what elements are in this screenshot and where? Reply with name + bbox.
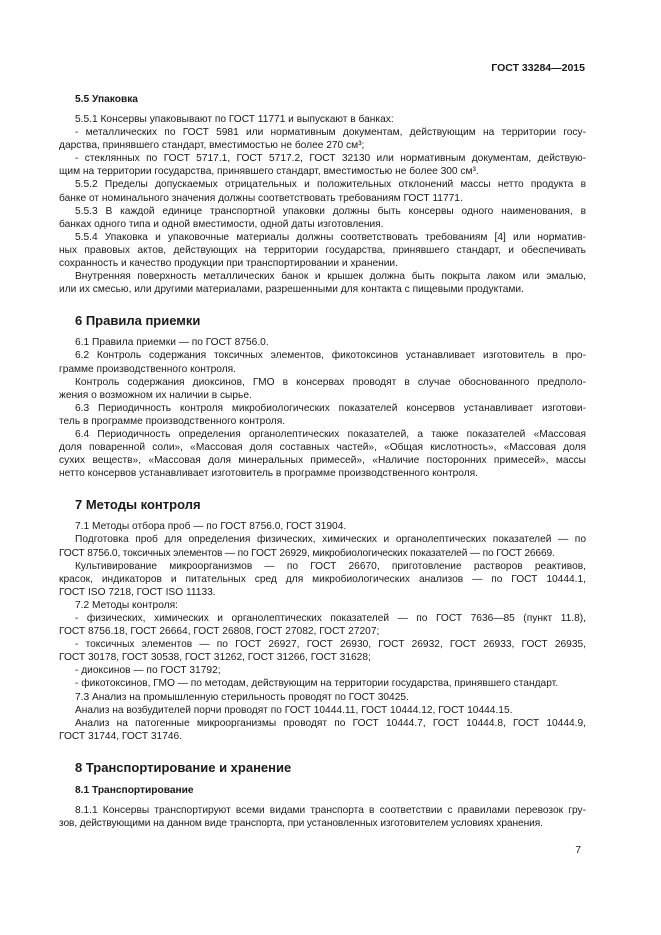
paragraph-6-1: 6.1 Правила приемки — по ГОСТ 8756.0. <box>75 337 269 349</box>
paragraph-8-1-1: 8.1.1 Консервы транспортируют всеми видами транспорта в соответствии с правилами перевозок гру- зов, действующими на данном виде транспорта, при установленных изготовителем условиях хранения. <box>59 804 586 830</box>
paragraph-dioxins-method: - диоксинов — по ГОСТ 31792; <box>75 665 221 677</box>
paragraph-dioxins: Контроль содержания диоксинов, ГМО в консервах проводят в случае обоснованного предполо- жения о возможном их наличии в сырье. <box>59 376 586 401</box>
paragraph-6-4: 6.4 Периодичность определения органолептических показателей, а также показателей «Массовая доля поваренной соли», «Массовая доля составных частей», «Общая кислотность», «Массовая доля сухих веществ», «Массовая доля минеральных примесей», «Наличие посторонних примесей», массы нетто консервов устанавливает изготовитель в программе производственного контроля. <box>59 428 586 480</box>
paragraph-cultivation: Культивирование микроорганизмов — по ГОСТ 26670, приготовление растворов реактивов, красок, индикаторов и питательных сред для микробиологических анализов — по ГОСТ 10444.1, ГОСТ ISO 7218, ГОСТ ISO 11133. <box>59 560 586 598</box>
paragraph-7-2: 7.2 Методы контроля: <box>75 599 178 611</box>
paragraph-pathogens: Анализ на патогенные микроорганизмы проводят по ГОСТ 10444.7, ГОСТ 10444.8, ГОСТ 10444.9, ГОСТ 31744, ГОСТ 31746. <box>59 717 586 742</box>
paragraph-5-5-1: 5.5.1 Консервы упаковывают по ГОСТ 11771 и выпускают в банках: <box>75 114 394 125</box>
paragraph-metal-cans: - металлических по ГОСТ 5981 или нормативным документам, действующим на территории госу- дарства, принявшего стандарт, вместимостью не более 270 см³; <box>59 127 586 152</box>
paragraph-5-5-3: 5.5.3 В каждой единице транспортной упаковки должны быть консервы одного наименования, в банках одного типа и одной вместимости, одной даты изготовления. <box>59 205 586 230</box>
subsection-8-1-title: 8.1 Транспортирование <box>75 784 194 796</box>
paragraph-spoilage: Анализ на возбудителей порчи проводят по ГОСТ 10444.11, ГОСТ 10444.12, ГОСТ 10444.15. <box>75 704 513 716</box>
section-7-title: 7 Методы контроля <box>75 497 201 513</box>
section-6-title: 6 Правила приемки <box>75 313 201 329</box>
document-body <box>59 88 586 830</box>
paragraph-inner-surface: Внутренняя поверхность металлических банок и крышек должна быть покрыта лаком или эмалью, или их смесью, или другими материалами, разрешенными для контакта с пищевыми продуктами. <box>59 271 586 296</box>
paragraph-phycotoxins-method: - фикотоксинов, ГМО — по методам, действующим на территории государства, принявшего стандарт. <box>75 678 559 690</box>
paragraph-7-3: 7.3 Анализ на промышленную стерильность проводят по ГОСТ 30425. <box>75 691 409 703</box>
paragraph-5-5-4: 5.5.4 Упаковка и упаковочные материалы должны соответствовать требованиям [4] или норматив- ных правовых актов, действующих на территории государства, принявшего стандарт, и обеспечивать сохранность и качество продукции при транспортировании и хранении. <box>59 231 586 270</box>
paragraph-5-5-2: 5.5.2 Пределы допускаемых отрицательных и положительных отклонений массы нетто продукта в банке от номинального значения должны соответствовать требованиям ГОСТ 11771. <box>59 179 586 204</box>
page-number: 7 <box>575 845 581 856</box>
section-8-title: 8 Транспортирование и хранение <box>75 759 292 775</box>
paragraph-physical-methods: - физических, химических и органолептических показателей — по ГОСТ 7636—85 (пункт 11.8), ГОСТ 8756.18, ГОСТ 26664, ГОСТ 26808, ГОСТ 27082, ГОСТ 27207; <box>59 613 586 638</box>
document-id: ГОСТ 33284—2015 <box>491 62 585 74</box>
paragraph-toxic-elements: - токсичных элементов — по ГОСТ 26927, ГОСТ 26930, ГОСТ 26932, ГОСТ 26933, ГОСТ 26935, ГОСТ 30178, ГОСТ 30538, ГОСТ 31262, ГОСТ 31266, ГОСТ 31628; <box>59 639 586 664</box>
subsection-5-5-title: 5.5 Упаковка <box>75 94 138 105</box>
paragraph-7-1: 7.1 Методы отбора проб — по ГОСТ 8756.0, ГОСТ 31904. <box>75 521 347 533</box>
paragraph-6-3: 6.3 Периодичность контроля микробиологических показателей консервов устанавливает изготови- тель в программе производственного контроля. <box>59 402 586 427</box>
paragraph-6-2: 6.2 Контроль содержания токсичных элементов, фикотоксинов устанавливает изготовитель в про- грамме производственного контроля. <box>59 350 586 375</box>
paragraph-glass-cans: - стеклянных по ГОСТ 5717.1, ГОСТ 5717.2, ГОСТ 32130 или нормативным документам, действую- щим на территории государства, принявшего стандарт, вместимостью не более 300 см³. <box>59 153 586 178</box>
paragraph-sample-prep: Подготовка проб для определения физических, химических и органолептических показателей — по ГОСТ 8756.0, токсичных элементов — по ГОСТ 26929, микробиологических показателей — по ГОСТ 26669. <box>59 534 586 559</box>
